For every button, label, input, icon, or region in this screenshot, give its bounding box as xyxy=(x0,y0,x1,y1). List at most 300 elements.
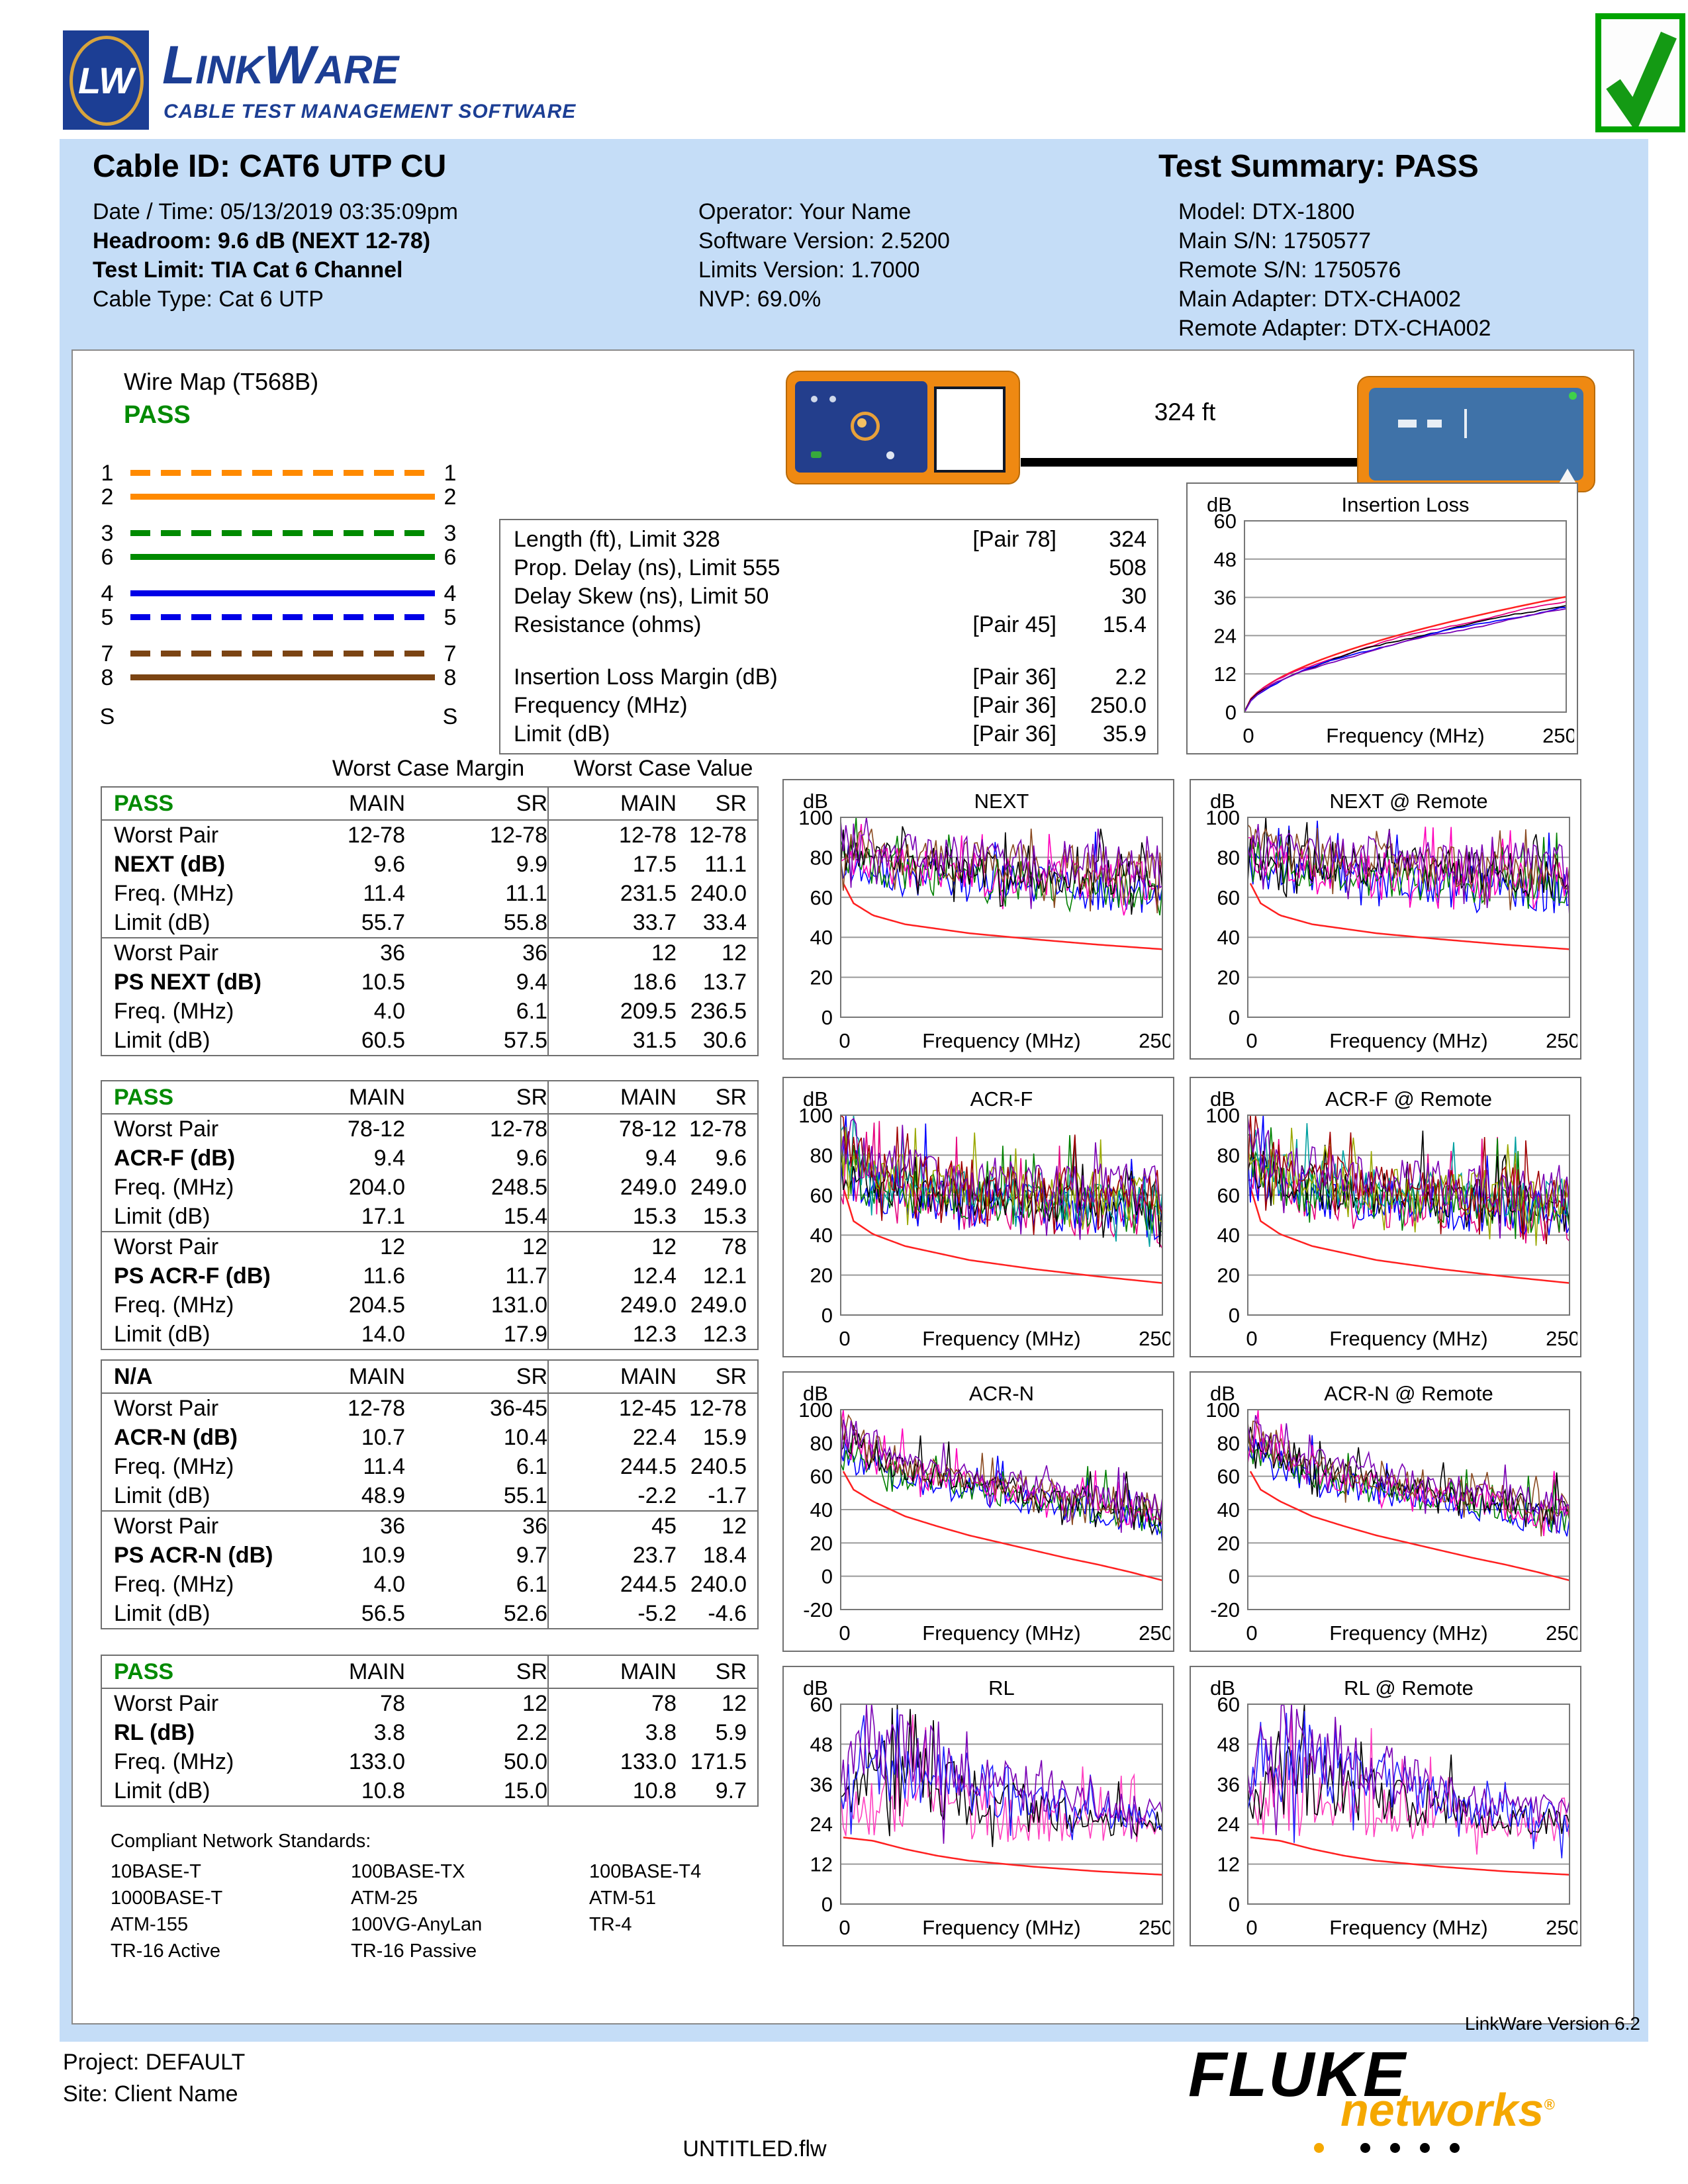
svg-text:60: 60 xyxy=(810,1465,833,1488)
results-row xyxy=(102,1026,757,1055)
cable-length-label: 324 ft xyxy=(1154,398,1216,426)
row-value: 9.9 xyxy=(516,852,547,877)
measurement-row xyxy=(500,582,1157,611)
logo-title-part: INK xyxy=(195,48,264,92)
svg-text:dB: dB xyxy=(803,1382,828,1405)
measurement-pair xyxy=(917,582,1056,611)
svg-text:ACR-N @ Remote: ACR-N @ Remote xyxy=(1324,1382,1493,1405)
standards-columns xyxy=(111,1858,773,1964)
measurement-value: 30 xyxy=(1121,584,1147,609)
svg-text:Frequency (MHz): Frequency (MHz) xyxy=(922,1621,1081,1645)
tester-key xyxy=(857,418,867,428)
table-divider xyxy=(547,1081,549,1349)
svg-text:0: 0 xyxy=(1228,1006,1240,1029)
measurement-label: Resistance (ohms) xyxy=(514,612,702,637)
row-value: 11.4 xyxy=(363,1454,405,1479)
row-value: 11.6 xyxy=(363,1263,405,1289)
row-value: 133.0 xyxy=(348,1749,405,1774)
row-value: 52.6 xyxy=(503,1601,547,1626)
row-value: 249.0 xyxy=(690,1175,747,1200)
logo-title xyxy=(162,34,399,97)
results-row xyxy=(102,1776,757,1805)
row-value: -5.2 xyxy=(637,1601,677,1626)
row-label: Freq. (MHz) xyxy=(114,881,234,906)
svg-text:0: 0 xyxy=(839,1029,851,1052)
wire-pin-left: 5 xyxy=(101,605,114,630)
fluke-dot xyxy=(1360,2143,1370,2153)
wire-line xyxy=(130,470,435,476)
status-badge: PASS xyxy=(114,791,174,816)
row-value: 11.1 xyxy=(704,852,747,877)
row-value: 30.6 xyxy=(702,1028,747,1053)
acrn-chart xyxy=(782,1371,1174,1652)
svg-text:60: 60 xyxy=(810,886,833,909)
svg-text:80: 80 xyxy=(810,1432,833,1455)
row-value: 36 xyxy=(380,940,405,966)
row-label: Freq. (MHz) xyxy=(114,1293,234,1318)
row-value: 9.7 xyxy=(715,1778,747,1803)
svg-text:40: 40 xyxy=(1217,926,1240,950)
measurement-row xyxy=(500,663,1157,692)
row-value: 12 xyxy=(380,1234,405,1259)
chart-svg xyxy=(784,1078,1170,1353)
svg-text:0: 0 xyxy=(839,1327,851,1350)
row-value: 18.4 xyxy=(702,1543,747,1568)
wire-line xyxy=(130,614,435,620)
row-label: Worst Pair xyxy=(114,1691,219,1716)
column-header: SR xyxy=(516,791,547,816)
svg-text:36: 36 xyxy=(810,1772,833,1796)
svg-text:20: 20 xyxy=(1217,1531,1240,1555)
svg-text:12: 12 xyxy=(810,1852,833,1876)
column-header: SR xyxy=(715,1085,747,1110)
svg-text:Frequency (MHz): Frequency (MHz) xyxy=(1329,1621,1488,1645)
row-label: RL (dB) xyxy=(114,1720,195,1745)
wire-line xyxy=(130,651,435,657)
svg-text:Frequency (MHz): Frequency (MHz) xyxy=(922,1327,1081,1350)
row-value: 231.5 xyxy=(620,881,677,906)
row-value: 249.0 xyxy=(690,1293,747,1318)
standard-item: ATM-155 xyxy=(111,1914,189,1935)
svg-text:40: 40 xyxy=(810,1498,833,1522)
row-value: 12.4 xyxy=(632,1263,677,1289)
measurement-row xyxy=(500,692,1157,720)
row-value: 240.5 xyxy=(690,1454,747,1479)
row-value: 12 xyxy=(722,1691,747,1716)
row-value: 23.7 xyxy=(632,1543,677,1568)
svg-text:60: 60 xyxy=(1217,1693,1240,1716)
svg-text:20: 20 xyxy=(1217,966,1240,989)
chart-svg xyxy=(1191,1667,1577,1942)
row-value: 14.0 xyxy=(361,1322,405,1347)
results-row xyxy=(102,1202,757,1231)
results-row xyxy=(102,1115,757,1144)
row-value: 36-45 xyxy=(490,1396,547,1421)
status-badge: PASS xyxy=(114,1659,174,1684)
row-value: 56.5 xyxy=(361,1601,405,1626)
row-value: 12-78 xyxy=(689,823,747,848)
measurement-value: 324 xyxy=(1109,527,1147,552)
standard-item: 100VG-AnyLan xyxy=(351,1914,483,1935)
row-value: 57.5 xyxy=(503,1028,547,1053)
results-section xyxy=(102,1394,757,1510)
measurement-pair: [Pair 78] xyxy=(972,527,1056,552)
info-column-test xyxy=(93,197,458,314)
row-value: 6.1 xyxy=(516,999,547,1024)
chart-svg xyxy=(1188,484,1574,751)
svg-text:36: 36 xyxy=(1217,1772,1240,1796)
results-row xyxy=(102,1394,757,1423)
row-value: 3.8 xyxy=(373,1720,405,1745)
wire-line xyxy=(130,530,435,536)
row-value: 204.0 xyxy=(348,1175,405,1200)
column-header: SR xyxy=(715,791,747,816)
row-value: 15.3 xyxy=(632,1204,677,1229)
logo-title-part: L xyxy=(162,35,196,95)
wire-pin-left: 6 xyxy=(101,545,114,570)
remote-tester-image xyxy=(1357,376,1595,492)
results-section xyxy=(102,821,757,937)
svg-text:0: 0 xyxy=(1228,1304,1240,1327)
row-value: 33.4 xyxy=(702,910,747,935)
wiremap-row xyxy=(73,461,496,496)
measurement-row xyxy=(500,720,1157,749)
row-value: 10.4 xyxy=(503,1425,547,1450)
row-label: PS ACR-F (dB) xyxy=(114,1263,271,1289)
measurement-pair: [Pair 36] xyxy=(972,721,1056,747)
svg-text:20: 20 xyxy=(810,966,833,989)
acrf-remote-chart xyxy=(1190,1077,1581,1357)
wire-pin-left: 1 xyxy=(101,461,114,486)
standard-item: ATM-51 xyxy=(589,1888,656,1909)
row-value: 15.9 xyxy=(702,1425,747,1450)
next-remote-chart xyxy=(1190,779,1581,1060)
results-section xyxy=(102,1510,757,1628)
svg-text:dB: dB xyxy=(1210,1676,1235,1700)
acrf-results-table xyxy=(101,1080,759,1350)
svg-text:0: 0 xyxy=(821,1006,833,1029)
row-label: Worst Pair xyxy=(114,940,219,966)
results-row xyxy=(102,1173,757,1202)
results-row xyxy=(102,1747,757,1776)
logo-title-part: W xyxy=(263,35,315,95)
row-value: 244.5 xyxy=(620,1454,677,1479)
tester-key xyxy=(829,396,836,402)
row-value: 131.0 xyxy=(491,1293,547,1318)
results-section xyxy=(102,937,757,1055)
row-label: Limit (dB) xyxy=(114,1322,211,1347)
svg-text:48: 48 xyxy=(1213,547,1237,571)
column-header: MAIN xyxy=(349,1085,405,1110)
column-header: MAIN xyxy=(349,1659,405,1684)
report-band xyxy=(60,139,1648,2042)
svg-text:60: 60 xyxy=(1217,1465,1240,1488)
measurement-label: Limit (dB) xyxy=(514,721,610,747)
row-value: 11.1 xyxy=(505,881,547,906)
test-summary-title: Test Summary: PASS xyxy=(1158,149,1479,184)
svg-text:60: 60 xyxy=(1217,886,1240,909)
linkware-logo-icon xyxy=(63,30,149,130)
svg-text:80: 80 xyxy=(810,1144,833,1167)
linkware-version: LinkWare Version 6.2 xyxy=(1464,2013,1640,2034)
rl-remote-chart xyxy=(1190,1666,1581,1946)
results-section xyxy=(102,1689,757,1805)
row-value: 10.5 xyxy=(361,970,405,995)
row-value: 17.1 xyxy=(361,1204,405,1229)
chart-svg xyxy=(1191,1078,1577,1353)
row-value: 78 xyxy=(651,1691,677,1716)
row-label: Limit (dB) xyxy=(114,1204,211,1229)
measurement-value: 35.9 xyxy=(1102,721,1147,747)
checkmark-icon xyxy=(1601,19,1679,126)
svg-text:dB: dB xyxy=(803,790,828,813)
logo-mark-text: LW xyxy=(78,59,134,101)
main-tester-image xyxy=(786,371,1020,484)
wiremap-row xyxy=(73,704,496,740)
svg-text:ACR-F @ Remote: ACR-F @ Remote xyxy=(1325,1087,1492,1111)
row-value: 248.5 xyxy=(491,1175,547,1200)
info-line: Main S/N: 1750577 xyxy=(1178,228,1372,253)
pass-check-icon xyxy=(1595,13,1685,132)
svg-text:dB: dB xyxy=(1207,493,1232,516)
results-row xyxy=(102,1452,757,1481)
results-row xyxy=(102,1261,757,1291)
row-value: 12 xyxy=(522,1234,547,1259)
project-label: Project: DEFAULT xyxy=(63,2050,246,2075)
wire-pin-left: 8 xyxy=(101,665,114,690)
measurement-value: 2.2 xyxy=(1115,664,1147,690)
row-value: 55.8 xyxy=(503,910,547,935)
wire-line xyxy=(130,590,435,596)
measurement-row xyxy=(500,611,1157,639)
row-value: 36 xyxy=(380,1514,405,1539)
svg-text:-20: -20 xyxy=(803,1598,833,1621)
row-value: 78-12 xyxy=(348,1116,405,1142)
svg-text:48: 48 xyxy=(1217,1733,1240,1756)
wire-pin-right: 4 xyxy=(444,581,457,606)
row-label: Freq. (MHz) xyxy=(114,1175,234,1200)
row-value: 15.0 xyxy=(503,1778,547,1803)
results-panel xyxy=(71,349,1634,2025)
standard-item: TR-16 Active xyxy=(111,1940,220,1962)
row-value: 236.5 xyxy=(690,999,747,1024)
chart-svg xyxy=(784,780,1170,1056)
results-row xyxy=(102,1541,757,1570)
row-label: Freq. (MHz) xyxy=(114,1454,234,1479)
svg-text:60: 60 xyxy=(810,1183,833,1207)
row-value: 17.5 xyxy=(632,852,677,877)
measurement-value: 250.0 xyxy=(1090,693,1147,718)
measurement-label: Delay Skew (ns), Limit 50 xyxy=(514,584,769,609)
row-value: 244.5 xyxy=(620,1572,677,1597)
cable-id-title: Cable ID: CAT6 UTP CU xyxy=(93,149,447,184)
row-label: Worst Pair xyxy=(114,1396,219,1421)
svg-text:Frequency (MHz): Frequency (MHz) xyxy=(922,1029,1081,1052)
svg-text:20: 20 xyxy=(810,1263,833,1287)
svg-text:60: 60 xyxy=(810,1693,833,1716)
chart-svg xyxy=(1191,780,1577,1056)
results-row xyxy=(102,968,757,997)
measurement-row xyxy=(500,554,1157,582)
info-line: Model: DTX-1800 xyxy=(1178,199,1355,224)
svg-text:NEXT: NEXT xyxy=(974,790,1029,813)
info-column-instrument xyxy=(1178,197,1491,343)
svg-text:12: 12 xyxy=(1213,662,1237,686)
row-value: 6.1 xyxy=(516,1454,547,1479)
row-value: 240.0 xyxy=(690,1572,747,1597)
row-label: Freq. (MHz) xyxy=(114,1749,234,1774)
row-value: 11.7 xyxy=(505,1263,547,1289)
svg-text:40: 40 xyxy=(1217,1498,1240,1522)
svg-text:ACR-F: ACR-F xyxy=(970,1087,1033,1111)
fluke-logo: FLUKE xyxy=(1188,2039,1407,2110)
status-badge: PASS xyxy=(114,1085,174,1110)
row-value: 12 xyxy=(651,1234,677,1259)
project-site-block xyxy=(63,2046,245,2110)
row-value: 204.5 xyxy=(348,1293,405,1318)
svg-text:40: 40 xyxy=(810,926,833,950)
svg-text:0: 0 xyxy=(1243,724,1254,747)
row-value: 3.8 xyxy=(645,1720,677,1745)
results-row xyxy=(102,997,757,1026)
results-header-row xyxy=(102,1361,757,1394)
svg-text:250: 250 xyxy=(1546,1621,1577,1645)
acrn-remote-chart xyxy=(1190,1371,1581,1652)
row-value: 249.0 xyxy=(620,1293,677,1318)
column-header: MAIN xyxy=(620,791,677,816)
wire-pin-left: S xyxy=(99,704,115,729)
svg-text:-20: -20 xyxy=(1210,1598,1240,1621)
fluke-dot xyxy=(1450,2143,1460,2153)
row-value: 33.7 xyxy=(632,910,677,935)
row-value: 9.4 xyxy=(516,970,547,995)
measurement-table xyxy=(499,519,1158,754)
svg-text:Frequency (MHz): Frequency (MHz) xyxy=(1326,724,1485,747)
measurement-pair xyxy=(917,554,1056,582)
row-value: 12.3 xyxy=(632,1322,677,1347)
svg-text:dB: dB xyxy=(803,1087,828,1111)
row-value: 4.0 xyxy=(373,1572,405,1597)
svg-text:60: 60 xyxy=(1213,510,1237,533)
row-label: PS ACR-N (dB) xyxy=(114,1543,273,1568)
remote-slot xyxy=(1464,409,1467,438)
svg-text:Insertion Loss: Insertion Loss xyxy=(1341,493,1470,516)
chart-svg xyxy=(784,1373,1170,1648)
row-value: 249.0 xyxy=(620,1175,677,1200)
fluke-dot xyxy=(1390,2143,1400,2153)
info-line: NVP: 69.0% xyxy=(698,287,821,312)
results-row xyxy=(102,908,757,937)
results-row xyxy=(102,1481,757,1510)
row-value: 13.7 xyxy=(702,970,747,995)
tester-test-button xyxy=(811,451,821,458)
svg-text:80: 80 xyxy=(1217,1432,1240,1455)
table-divider xyxy=(547,1656,549,1805)
registered-mark: ® xyxy=(1544,2096,1555,2113)
standard-item: 10BASE-T xyxy=(111,1861,201,1882)
svg-text:250: 250 xyxy=(1546,1916,1577,1939)
svg-text:0: 0 xyxy=(1246,1029,1258,1052)
acrn-results-table xyxy=(101,1359,759,1629)
row-value: 2.2 xyxy=(516,1720,547,1745)
measurement-value: 508 xyxy=(1109,555,1147,580)
svg-text:40: 40 xyxy=(1217,1224,1240,1248)
svg-text:dB: dB xyxy=(1210,790,1235,813)
measurement-row xyxy=(500,525,1157,554)
row-value: 10.8 xyxy=(361,1778,405,1803)
measurement-label: Length (ft), Limit 328 xyxy=(514,527,720,552)
svg-text:RL: RL xyxy=(988,1676,1015,1700)
wire-pin-right: 7 xyxy=(444,641,457,666)
info-line: Main Adapter: DTX-CHA002 xyxy=(1178,287,1462,312)
wire-pin-right: 5 xyxy=(444,605,457,630)
column-header: SR xyxy=(516,1659,547,1684)
standard-item: ATM-25 xyxy=(351,1888,418,1909)
rl-chart xyxy=(782,1666,1174,1946)
svg-text:Frequency (MHz): Frequency (MHz) xyxy=(922,1916,1081,1939)
row-value: 12-78 xyxy=(348,823,405,848)
svg-text:0: 0 xyxy=(821,1893,833,1916)
row-value: 15.4 xyxy=(503,1204,547,1229)
row-value: 4.0 xyxy=(373,999,405,1024)
wiremap-row xyxy=(73,641,496,677)
fluke-dot-orange xyxy=(1314,2143,1324,2153)
svg-text:40: 40 xyxy=(810,1224,833,1248)
standard-item: TR-4 xyxy=(589,1914,632,1935)
svg-text:250: 250 xyxy=(1139,1327,1170,1350)
row-value: 12-78 xyxy=(689,1116,747,1142)
info-line: Date / Time: 05/13/2019 03:35:09pm xyxy=(93,199,458,224)
results-header-row xyxy=(102,788,757,821)
row-value: 10.7 xyxy=(361,1425,405,1450)
table-divider xyxy=(547,1361,549,1628)
row-value: 78 xyxy=(722,1234,747,1259)
row-value: 9.6 xyxy=(373,852,405,877)
svg-text:0: 0 xyxy=(821,1565,833,1588)
svg-text:dB: dB xyxy=(803,1676,828,1700)
row-value: 209.5 xyxy=(620,999,677,1024)
standard-item: TR-16 Passive xyxy=(351,1940,477,1962)
svg-text:250: 250 xyxy=(1139,1916,1170,1939)
wire-pin-left: 7 xyxy=(101,641,114,666)
row-value: 12 xyxy=(651,940,677,966)
row-value: 55.1 xyxy=(503,1483,547,1508)
filename-label: UNTITLED.flw xyxy=(682,2136,827,2161)
row-value: 15.3 xyxy=(702,1204,747,1229)
svg-text:60: 60 xyxy=(1217,1183,1240,1207)
results-row xyxy=(102,1689,757,1718)
results-section xyxy=(102,1115,757,1231)
wiremap-row xyxy=(73,581,496,617)
chart-svg xyxy=(784,1667,1170,1942)
row-value: 10.9 xyxy=(361,1543,405,1568)
wiremap-title: Wire Map (T568B) xyxy=(124,368,319,395)
acrf-chart xyxy=(782,1077,1174,1357)
row-value: 5.9 xyxy=(715,1720,747,1745)
results-header-row xyxy=(102,1081,757,1115)
row-value: 9.4 xyxy=(645,1146,677,1171)
wire-pin-right: 1 xyxy=(444,461,457,486)
row-value: 78 xyxy=(380,1691,405,1716)
measurement-value: 15.4 xyxy=(1102,612,1147,637)
svg-text:0: 0 xyxy=(839,1621,851,1645)
rl-results-table xyxy=(101,1655,759,1807)
results-row xyxy=(102,879,757,908)
row-value: -4.6 xyxy=(708,1601,747,1626)
svg-text:0: 0 xyxy=(839,1916,851,1939)
measurement-pair: [Pair 36] xyxy=(972,693,1056,718)
row-value: 171.5 xyxy=(690,1749,747,1774)
